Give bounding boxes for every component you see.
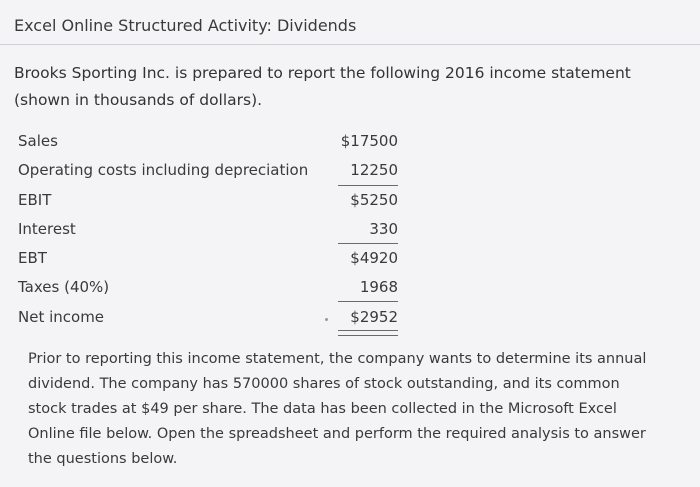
row-value: 1968: [359, 278, 398, 296]
statement-row-net-income: [18, 304, 418, 332]
row-label: Taxes (40%): [18, 278, 110, 296]
leader-dot: [325, 318, 328, 321]
row-value: $17500: [340, 132, 398, 150]
instructions-paragraph: Prior to reporting this income statement, the company wants to determine its annual dividend. The company has 570000 shares of stock outstanding, and its common stock trades at $49 per share. The data has been collected in the Microsoft Excel Online file below. Open the spreadsheet and perform the required analysis to answer the questions below.: [28, 351, 647, 467]
row-label: Net income: [18, 308, 105, 326]
statement-row-taxes: [18, 274, 418, 302]
statement-row-sales: [18, 128, 418, 156]
underline-rule: [338, 243, 398, 244]
statement-row-interest: [18, 216, 418, 244]
intro-text: Brooks Sporting Inc. is prepared to report the following 2016 income statement (shown in thousands of dollars).: [14, 64, 631, 109]
row-label: Sales: [18, 132, 58, 150]
underline-rule: [338, 301, 398, 302]
activity-title: Excel Online Structured Activity: Dividends: [14, 16, 357, 35]
statement-row-operating-costs: [18, 157, 418, 185]
row-value: 12250: [350, 161, 398, 179]
row-value: $4920: [350, 249, 398, 267]
row-label: EBT: [18, 249, 47, 267]
double-underline-rule: [338, 330, 398, 336]
title-divider: [0, 44, 700, 45]
row-value: $2952: [350, 308, 398, 326]
statement-row-ebit: [18, 187, 418, 215]
row-label: EBIT: [18, 191, 52, 209]
row-label: Operating costs including depreciation: [18, 161, 309, 179]
row-value: 330: [369, 220, 398, 238]
underline-rule: [338, 185, 398, 186]
row-value: $5250: [350, 191, 398, 209]
row-label: Interest: [18, 220, 76, 238]
statement-row-ebt: [18, 245, 418, 273]
